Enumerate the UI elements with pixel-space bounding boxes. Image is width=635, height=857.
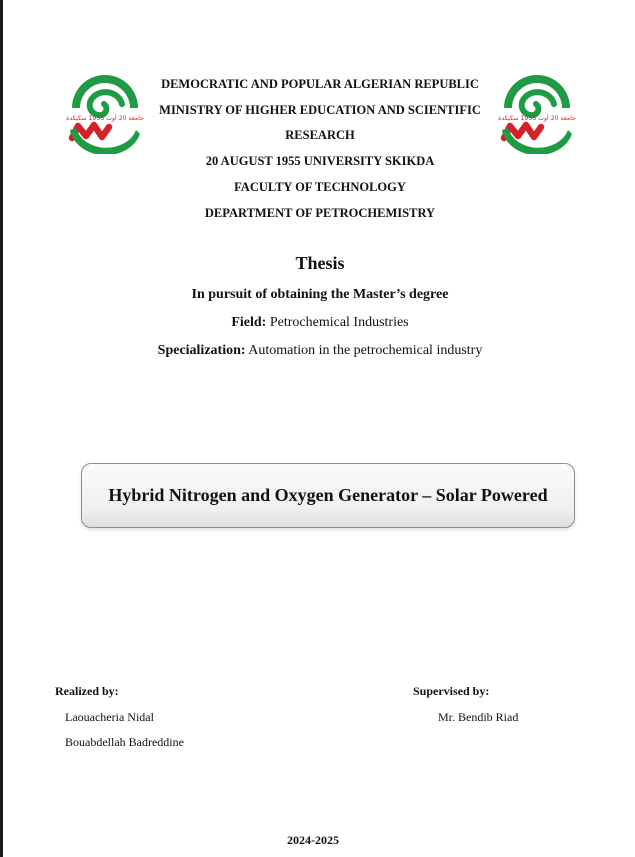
field-value: Petrochemical Industries (269, 315, 409, 330)
thesis-heading: Thesis (295, 253, 345, 273)
academic-year: 2024-2025 (287, 833, 339, 847)
supervised-by-label: Supervised by: (413, 684, 490, 698)
specialization-value: Automation in the petrochemical industry (248, 343, 483, 358)
header-ministry-cont: RESEARCH (285, 128, 355, 143)
realized-by-label: Realized by: (55, 684, 119, 698)
student-name-2: Bouabdellah Badreddine (65, 735, 184, 749)
project-title-box (81, 463, 575, 528)
field-line (0, 315, 635, 331)
svg-text:جامعة 20 أوت 1955 سكيكدة: جامعة 20 أوت 1955 سكيكدة (498, 115, 576, 122)
institution-header (130, 72, 510, 226)
header-republic: DEMOCRATIC AND POPULAR ALGERIAN REPUBLIC (161, 77, 479, 91)
header-ministry: MINISTRY OF HIGHER EDUCATION AND SCIENTIFIC (159, 102, 481, 117)
field-label: Field: (231, 315, 267, 330)
specialization-line (0, 343, 635, 359)
page-left-border (0, 0, 3, 857)
student-name-1: Laouacheria Nidal (65, 710, 154, 724)
specialization-label: Specialization: (157, 343, 246, 358)
supervisor-name: Mr. Bendib Riad (438, 710, 519, 724)
svg-text:جامعة 20 أوت 1955 سكيكدة: جامعة 20 أوت 1955 سكيكدة (66, 115, 144, 122)
header-faculty: FACULTY OF TECHNOLOGY (234, 179, 406, 194)
header-department: DEPARTMENT OF PETROCHEMISTRY (204, 205, 436, 220)
project-title: Hybrid Nitrogen and Oxygen Generator – Solar Powered (108, 485, 548, 505)
degree-pursuit: In pursuit of obtaining the Master’s degree (191, 287, 449, 302)
header-university: 20 AUGUST 1955 UNIVERSITY SKIKDA (205, 154, 435, 169)
